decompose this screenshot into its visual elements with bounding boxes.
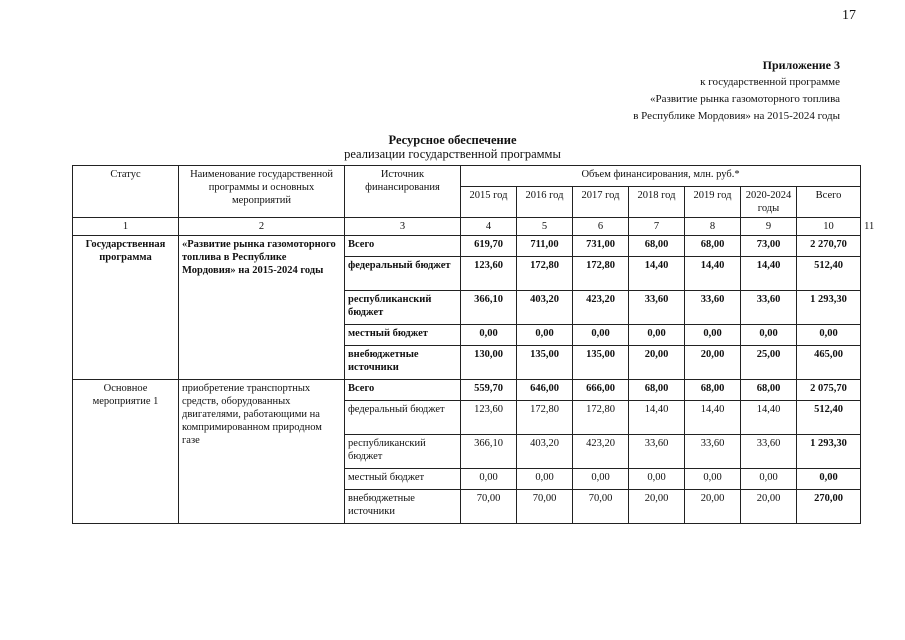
source-cell: внебюджетные источники	[345, 346, 461, 380]
value-cell: 14,40	[685, 401, 741, 435]
value-cell: 130,00	[461, 346, 517, 380]
total-value-cell: 2 270,70	[797, 236, 861, 257]
source-cell: федеральный бюджет	[345, 401, 461, 435]
value-cell: 70,00	[573, 490, 629, 524]
program-name-cell: «Развитие рынка газомоторного топлива в Республике Мордовия» на 2015-2024 годы	[179, 236, 345, 380]
source-cell: местный бюджет	[345, 325, 461, 346]
document-title	[0, 133, 905, 161]
value-cell: 33,60	[629, 291, 685, 325]
total-value-cell: 465,00	[797, 346, 861, 380]
total-value-cell: 0,00	[797, 325, 861, 346]
column-number: 7	[629, 218, 685, 236]
page-number: 17	[842, 8, 856, 23]
value-cell: 68,00	[629, 236, 685, 257]
source-cell: республиканский бюджет	[345, 435, 461, 469]
column-number: 1	[73, 218, 179, 236]
value-cell: 33,60	[685, 291, 741, 325]
total-value-cell: 1 293,30	[797, 435, 861, 469]
header-year: 2019 год	[685, 187, 741, 218]
header-year: 2017 год	[573, 187, 629, 218]
subtitle-line: реализации государственной программы	[344, 147, 561, 161]
value-cell: 646,00	[517, 380, 573, 401]
value-cell: 0,00	[461, 469, 517, 490]
value-cell: 0,00	[517, 325, 573, 346]
value-cell: 135,00	[573, 346, 629, 380]
column-number: 5	[517, 218, 573, 236]
column-number: 2	[179, 218, 345, 236]
table-row	[73, 236, 861, 257]
value-cell: 172,80	[573, 257, 629, 291]
resource-table	[72, 165, 875, 524]
value-cell: 14,40	[685, 257, 741, 291]
value-cell: 20,00	[685, 490, 741, 524]
total-value-cell: 1 293,30	[797, 291, 861, 325]
source-cell: Всего	[345, 380, 461, 401]
column-number: 10	[797, 218, 861, 236]
source-cell: внебюджетные источники	[345, 490, 461, 524]
value-cell: 123,60	[461, 257, 517, 291]
value-cell: 14,40	[741, 257, 797, 291]
source-cell: республиканский бюджет	[345, 291, 461, 325]
value-cell: 0,00	[741, 469, 797, 490]
value-cell: 25,00	[741, 346, 797, 380]
value-cell: 423,20	[573, 435, 629, 469]
value-cell: 0,00	[629, 469, 685, 490]
total-value-cell: 0,00	[797, 469, 861, 490]
value-cell: 0,00	[685, 325, 741, 346]
value-cell: 68,00	[629, 380, 685, 401]
total-value-cell: 2 075,70	[797, 380, 861, 401]
annex-block	[633, 57, 840, 125]
value-cell: 0,00	[741, 325, 797, 346]
value-cell: 731,00	[573, 236, 629, 257]
value-cell: 14,40	[629, 401, 685, 435]
annex-line: к государственной программе	[700, 76, 840, 88]
header-year: 2015 год	[461, 187, 517, 218]
column-number: 6	[573, 218, 629, 236]
header-year: 2016 год	[517, 187, 573, 218]
value-cell: 68,00	[685, 380, 741, 401]
value-cell: 366,10	[461, 435, 517, 469]
annex-line: в Республике Мордовия» на 2015-2024 годы	[633, 110, 840, 122]
value-cell: 20,00	[741, 490, 797, 524]
value-cell: 559,70	[461, 380, 517, 401]
value-cell: 423,20	[573, 291, 629, 325]
title-line: Ресурсное обеспечение	[388, 133, 517, 147]
value-cell: 172,80	[517, 257, 573, 291]
value-cell: 0,00	[461, 325, 517, 346]
column-number: 8	[685, 218, 741, 236]
value-cell: 20,00	[685, 346, 741, 380]
value-cell: 33,60	[741, 291, 797, 325]
value-cell: 73,00	[741, 236, 797, 257]
value-cell: 0,00	[517, 469, 573, 490]
program-name-cell: приобретение транспортных средств, оборудованных двигателями, работающими на компримированном природном газе	[179, 380, 345, 524]
header-row	[73, 166, 861, 187]
column-number: 3	[345, 218, 461, 236]
column-numbers-row: 1 2 3 4 5 6 7 8 9 10 11	[73, 218, 861, 236]
status-cell: Основное мероприятие 1	[73, 380, 179, 524]
source-cell: Всего	[345, 236, 461, 257]
value-cell: 135,00	[517, 346, 573, 380]
value-cell: 403,20	[517, 291, 573, 325]
value-cell: 172,80	[517, 401, 573, 435]
total-value-cell: 512,40	[797, 401, 861, 435]
value-cell: 123,60	[461, 401, 517, 435]
value-cell: 14,40	[741, 401, 797, 435]
value-cell: 33,60	[629, 435, 685, 469]
value-cell: 20,00	[629, 490, 685, 524]
header-total: Всего	[797, 187, 861, 218]
column-number: 9	[741, 218, 797, 236]
status-cell: Государственная программа	[73, 236, 179, 380]
column-number: 4	[461, 218, 517, 236]
header-funding: Объем финансирования, млн. руб.*	[461, 166, 861, 187]
annex-title: Приложение 3	[762, 58, 840, 72]
value-cell: 0,00	[573, 469, 629, 490]
value-cell: 619,70	[461, 236, 517, 257]
header-year: 2020-2024 годы	[741, 187, 797, 218]
source-cell: местный бюджет	[345, 469, 461, 490]
value-cell: 70,00	[517, 490, 573, 524]
value-cell: 711,00	[517, 236, 573, 257]
header-year: 2018 год	[629, 187, 685, 218]
source-cell: федеральный бюджет	[345, 257, 461, 291]
header-source: Источник финансирования	[345, 166, 461, 218]
header-status: Статус	[73, 166, 179, 218]
value-cell: 366,10	[461, 291, 517, 325]
total-value-cell: 270,00	[797, 490, 861, 524]
header-name: Наименование государственной программы и основных мероприятий	[179, 166, 345, 218]
value-cell: 14,40	[629, 257, 685, 291]
value-cell: 0,00	[573, 325, 629, 346]
value-cell: 20,00	[629, 346, 685, 380]
annex-line: «Развитие рынка газомоторного топлива	[649, 93, 840, 105]
table-body	[73, 236, 861, 524]
total-value-cell: 512,40	[797, 257, 861, 291]
value-cell: 172,80	[573, 401, 629, 435]
value-cell: 68,00	[685, 236, 741, 257]
table-row	[73, 380, 861, 401]
value-cell: 0,00	[629, 325, 685, 346]
value-cell: 68,00	[741, 380, 797, 401]
value-cell: 0,00	[685, 469, 741, 490]
value-cell: 666,00	[573, 380, 629, 401]
value-cell: 33,60	[685, 435, 741, 469]
value-cell: 33,60	[741, 435, 797, 469]
value-cell: 403,20	[517, 435, 573, 469]
value-cell: 70,00	[461, 490, 517, 524]
